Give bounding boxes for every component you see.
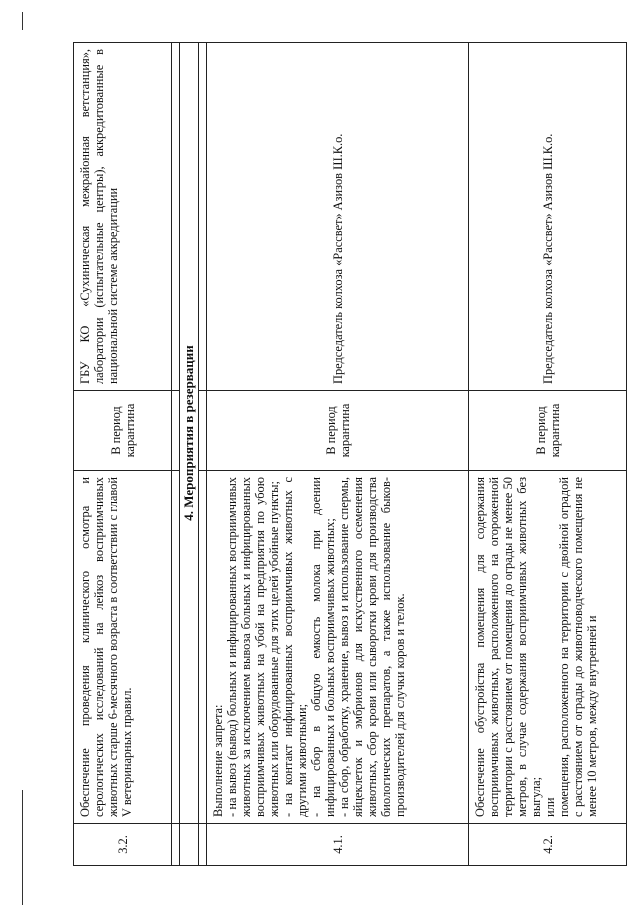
row-number: 4.1. xyxy=(207,824,469,866)
period-cell: В период карантина xyxy=(469,391,627,471)
row-number: 3.2. xyxy=(74,824,172,866)
period-cell: В период карантина xyxy=(74,391,172,471)
table-row-4-2 xyxy=(469,43,627,866)
measure-text: Обеспечение проведения клинического осмотра и серологических исследований на лейкоз восприимчивых животных старше 6-месячного возраста в соответствии с главой V ветеринарных правил. xyxy=(74,471,172,824)
measure-line: - на контакт инфицированных восприимчивых животных с другими животными; xyxy=(281,477,309,817)
table-row-3-2 xyxy=(74,43,172,866)
measure-line: или xyxy=(543,797,557,817)
measures-table xyxy=(73,42,627,866)
table-spacer-row xyxy=(199,43,207,866)
period-cell: В период карантина xyxy=(207,391,469,471)
section-number-cell xyxy=(180,824,199,866)
measure-line: - на сбор, обработку, хранение, вывоз и использование спермы, яйцеклеток и эмбрионов для искусственного осеменения животных, сбор крови или сыворотки крови для производства биологических препаратов, а также использование быков-производителей для случки коров и телок. xyxy=(337,477,407,817)
responsible-cell: Председатель колхоза «Рассвет» Азизов Ш.К.о. xyxy=(469,43,627,391)
section-title: 4. Мероприятия в резервации xyxy=(180,43,199,824)
measure-line: Выполнение запрета: xyxy=(211,704,225,817)
measure-text xyxy=(469,471,627,824)
responsible-cell: Председатель колхоза «Рассвет» Азизов Ш.К.о. xyxy=(207,43,469,391)
row-number: 4.2. xyxy=(469,824,627,866)
table-row-4-1 xyxy=(207,43,469,866)
measure-line: - на сбор в общую емкость молока при доении инфицированных и больных восприимчивых животных; xyxy=(309,477,337,817)
binding-mark-top xyxy=(22,12,23,30)
section-header-row xyxy=(180,43,199,866)
measure-line: Обеспечение обустройства помещения для содержания восприимчивых животных, расположенного на огороженной территории с расстоянием от помещения до ограды не менее 50 метров, в случае содержания восприимчивых животных без выгула; xyxy=(473,477,543,817)
table-spacer-row xyxy=(172,43,180,866)
binding-mark-bottom xyxy=(22,790,23,905)
measure-line: помещения, расположенного на территории с двойной оградой с расстоянием от ограды до животноводческого помещения не менее 10 метров, между внутренней и xyxy=(557,477,599,817)
rotated-document-page xyxy=(73,43,638,866)
measure-line: - на вывоз (вывод) больных и инфицированных восприимчивых животных за исключением вывоза больных и инфицированных восприимчивых животных на убой на предприятия по убою животных или оборудованные для этих целей убойные пункты; xyxy=(225,477,281,817)
responsible-cell: ГБУ КО «Сухиническая межрайонная ветстанция», лаборатории (испытательные центры), аккредитованные в национальной системе аккредитации xyxy=(74,43,172,391)
measure-text xyxy=(207,471,469,824)
